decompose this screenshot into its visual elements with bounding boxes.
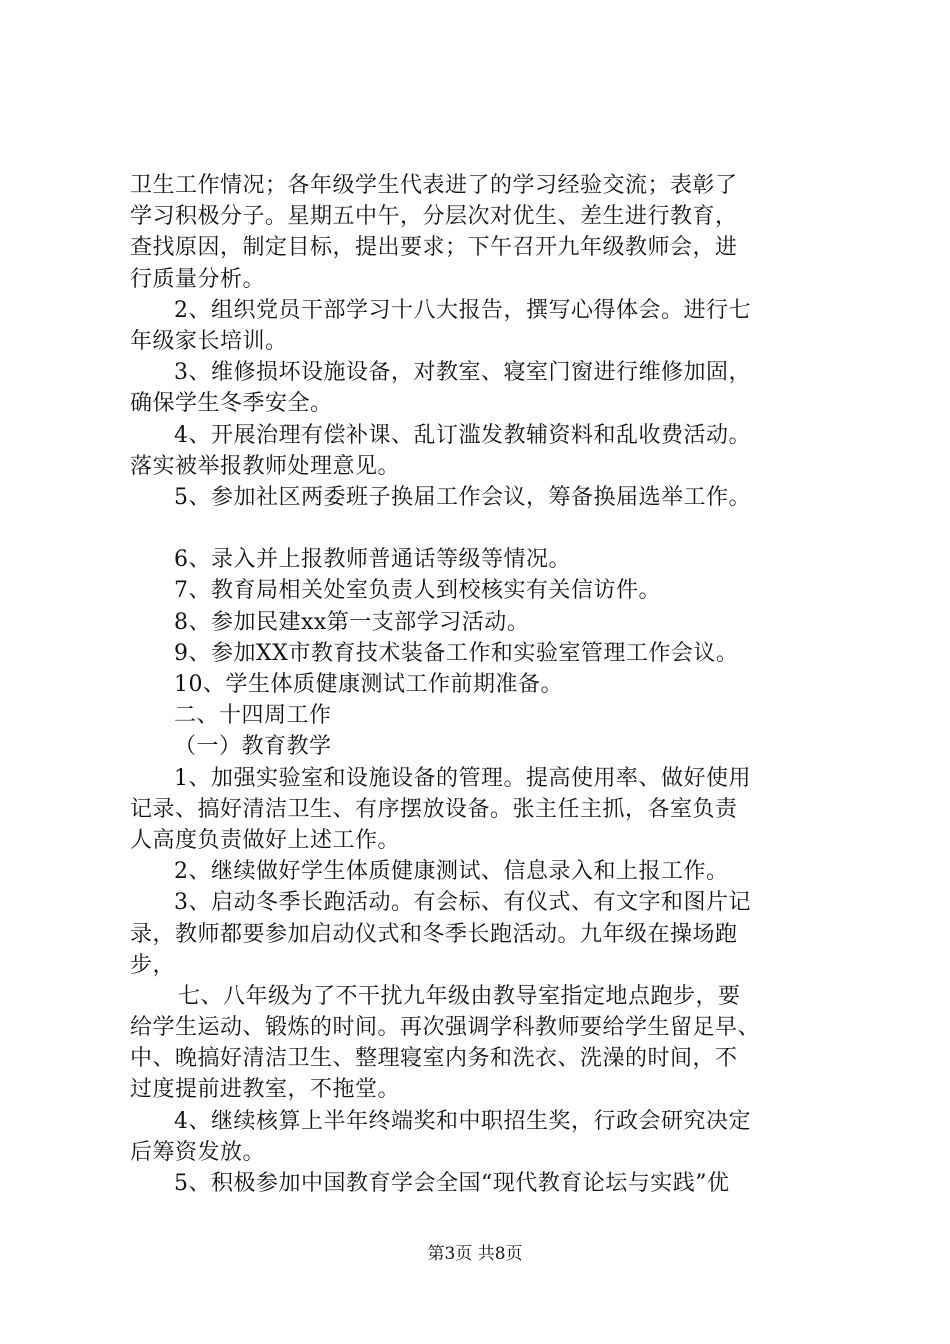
text-line: 年级家长培训。 xyxy=(130,328,288,354)
text-line: 2、继续做好学生体质健康测试、信息录入和上报工作。 xyxy=(174,859,729,885)
text-line: 录，教师都要参加启动仪式和冬季长跑活动。九年级在操场跑 xyxy=(130,921,738,947)
text-line: 落实被举报教师处理意见。 xyxy=(130,453,401,479)
section-heading: 二、十四周工作 xyxy=(174,703,332,729)
text-line: 查找原因，制定目标，提出要求；下午召开九年级教师会，进 xyxy=(130,235,738,261)
text-line: 3、维修损坏设施设备，对教室、寝室门窗进行维修加固， xyxy=(174,360,751,386)
text-line: 2、组织党员干部学习十八大报告，撰写心得体会。进行七 xyxy=(174,297,751,323)
text-line: 人高度负责做好上述工作。 xyxy=(130,827,401,853)
text-line: 行质量分析。 xyxy=(130,266,266,292)
text-line: 5、积极参加中国教育学会全国“现代教育论坛与实践”优 xyxy=(174,1171,730,1196)
text-line: 10、学生体质健康测试工作前期准备。 xyxy=(174,672,563,697)
text-line: 过度提前进教室，不拖堂。 xyxy=(130,1077,401,1103)
subsection-heading: （一）教育教学 xyxy=(174,734,332,760)
text-line: 8、参加民建xx第一支部学习活动。 xyxy=(174,609,530,635)
text-line: 给学生运动、锻炼的时间。再次强调学科教师要给学生留足早、 xyxy=(130,1015,761,1041)
text-line: 确保学生冬季安全。 xyxy=(130,391,333,417)
text-line: 3、启动冬季长跑活动。有会标、有仪式、有文字和图片记 xyxy=(174,890,751,916)
text-line: 6、录入并上报教师普通话等级等情况。 xyxy=(174,547,571,573)
text-line: 5、参加社区两委班子换届工作会议，筹备换届选举工作。 xyxy=(174,484,751,510)
text-line: 后筹资发放。 xyxy=(130,1139,266,1165)
text-line: 7、教育局相关处室负责人到校核实有关信访件。 xyxy=(174,578,661,604)
document-body xyxy=(130,170,835,1199)
text-line: 七、八年级为了不干扰九年级由教导室指定地点跑步，要 xyxy=(178,983,741,1009)
blank-line xyxy=(130,513,835,544)
text-line: 中、晚搞好清洁卫生、整理寝室内务和洗衣、洗澡的时间，不 xyxy=(130,1046,738,1072)
text-line: 卫生工作情况；各年级学生代表进了的学习经验交流；表彰了 xyxy=(130,173,738,198)
page-number-footer: 第3页 共8页 xyxy=(427,1244,523,1264)
text-line: 学习积极分子。星期五中午，分层次对优生、差生进行教育， xyxy=(130,204,738,230)
text-line: 9、参加XX市教育技术装备工作和实验室管理工作会议。 xyxy=(174,640,739,666)
text-line: 记录、搞好清洁卫生、有序摆放设备。张主任主抓，各室负责 xyxy=(130,796,738,822)
text-line: 4、继续核算上半年终端奖和中职招生奖，行政会研究决定 xyxy=(174,1108,751,1134)
text-line: 1、加强实验室和设施设备的管理。提高使用率、做好使用 xyxy=(174,765,751,791)
text-line: 4、开展治理有偿补课、乱订滥发教辅资料和乱收费活动。 xyxy=(174,422,751,448)
text-line: 步， xyxy=(130,952,176,978)
